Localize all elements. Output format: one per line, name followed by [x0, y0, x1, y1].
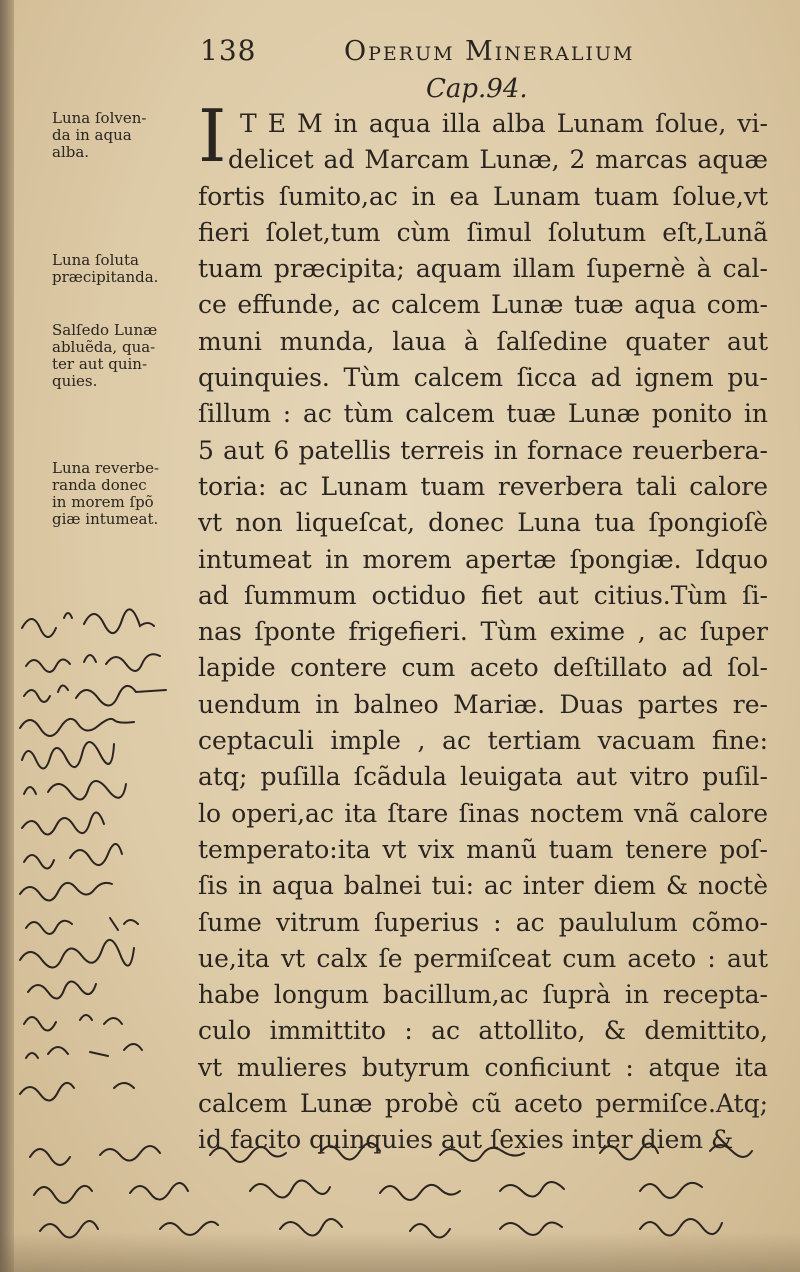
marginal-note-line: Luna reverbe-	[52, 459, 160, 477]
body-line: fortis ſumito,ac in ea Lunam tuam ſolue,vt	[198, 181, 768, 211]
body-line: fieri ſolet,tum cùm ſimul ſolutum eſt,Lunã	[198, 217, 768, 247]
body-line: 5 aut 6 patellis terreis in fornace reuerbera-	[198, 435, 768, 465]
marginal-note-line: in morem ſpõ	[52, 493, 154, 511]
page-bottom-shadow	[0, 1232, 800, 1272]
body-line: intumeat in morem apertæ ſpongiæ. Idquo	[198, 544, 768, 574]
marginal-note-line: quies.	[52, 372, 98, 390]
body-line: ſillum : ac tùm calcem tuæ Lunæ ponito in	[198, 399, 768, 429]
marginal-note	[52, 110, 182, 161]
body-line: muni munda, laua à ſalſedine quater aut	[198, 326, 768, 356]
marginal-note	[52, 252, 182, 286]
page-header	[0, 34, 800, 74]
body-line: lo operi,ac ita ſtare ſinas noctem vnã calore	[198, 798, 768, 828]
marginal-note-line: Luna ſoluta	[52, 251, 140, 269]
body-line: vt mulieres butyrum conficiunt : atque ita	[198, 1052, 768, 1082]
body-line: uendum in balneo Mariæ. Duas partes re-	[198, 689, 768, 719]
body-line: vt non liqueſcat, donec Luna tua ſpongioſè	[198, 508, 768, 538]
marginal-note-line: randa donec	[52, 476, 147, 494]
marginal-note-line: Salſedo Lunæ	[52, 321, 158, 339]
body-line: tuam præcipita; aquam illam ſupernè à cal-	[198, 254, 768, 284]
body-line: ce effunde, ac calcem Lunæ tuæ aqua com-	[198, 290, 768, 320]
marginal-note-line: abluẽda, qua-	[52, 338, 156, 356]
handwritten-annotation-left	[14, 588, 194, 1198]
body-line: atq; puſilla ſcãdula leuigata aut vitro puſil-	[198, 762, 768, 792]
body-line: ceptaculi imple , ac tertiam vacuam fine:	[198, 726, 768, 756]
marginal-note-line: præcipitanda.	[52, 268, 159, 286]
marginal-note-line: Luna ſolven-	[52, 109, 147, 127]
marginal-note	[52, 322, 182, 390]
body-line: culo immittito : ac attollito, & demittito,	[198, 1016, 768, 1046]
marginal-note-line: da in aqua	[52, 126, 132, 144]
body-line: id facito quinquies aut ſexies inter diem &	[198, 1125, 734, 1155]
body-line: nas ſponte frigefieri. Tùm exime , ac ſuper	[198, 617, 768, 647]
body-line: ſume vitrum ſuperius : ac paululum cõmo-	[198, 907, 768, 937]
body-line: ad ſummum octiduo fiet aut citius.Tùm ſi-	[198, 580, 768, 610]
body-line: temperato:ita vt vix manũ tuam tenere poſ-	[198, 834, 768, 864]
marginal-note-line: ter aut quin-	[52, 355, 148, 373]
body-line: delicet ad Marcam Lunæ, 2 marcas aquæ	[228, 145, 768, 175]
chapter-heading: Cap.94.	[426, 74, 528, 104]
body-line: quinquies. Tùm calcem ſicca ad ignem pu-	[198, 363, 768, 393]
body-line: toria: ac Lunam tuam reverbera tali calore	[198, 471, 768, 501]
book-spine-edge	[0, 0, 14, 1272]
drop-cap: I	[198, 94, 227, 178]
body-line: T E M in aqua illa alba Lunam ſolue, vi-	[240, 109, 768, 138]
running-title: Operum Mineralium	[344, 36, 635, 67]
marginal-note-line: giæ intumeat.	[52, 510, 159, 528]
page-number: 138	[200, 34, 257, 67]
body-line: ue,ita vt calx ſe permiſceat cum aceto : aut	[198, 943, 768, 973]
marginal-note-line: alba.	[52, 143, 90, 161]
body-line: lapide contere cum aceto deſtillato ad ſol-	[198, 653, 768, 683]
body-line: habe longum bacillum,ac ſuprà in recepta-	[198, 980, 768, 1010]
body-text	[198, 106, 768, 1159]
marginal-note	[52, 460, 182, 528]
body-line: ſis in aqua balnei tui: ac inter diem & noctè	[198, 871, 768, 901]
body-line: calcem Lunæ probè cũ aceto permiſce.Atq;	[198, 1089, 768, 1119]
